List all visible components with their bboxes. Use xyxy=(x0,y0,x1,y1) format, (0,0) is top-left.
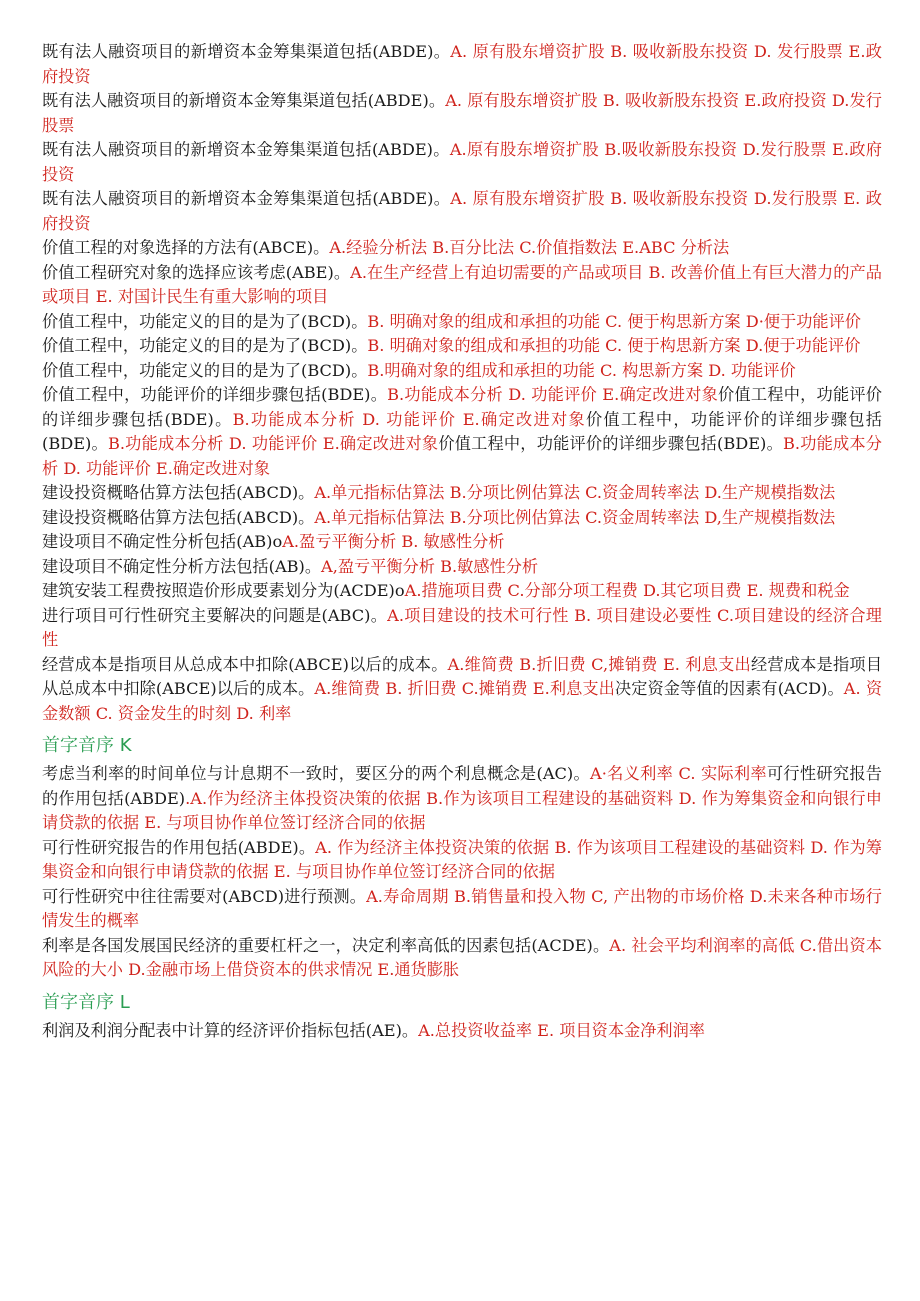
list-item xyxy=(42,653,882,727)
question-text: 价值工程中，功能评价的详细步骤包括(BDE)。 xyxy=(42,385,388,404)
list-item xyxy=(42,762,882,836)
answer-text: A.盈亏平衡分析 B. 敏感性分析 xyxy=(282,532,505,551)
list-item xyxy=(42,555,882,580)
question-text: 可行性研究中往往需要对(ABCD)进行预测。 xyxy=(42,886,367,906)
answer-text: A.维简费 B. 折旧费 C.摊销费 E.利息支出 xyxy=(314,679,615,698)
answer-text: A. 作为经济主体投资决策的依据 B. 作为该项目工程建设的基础资料 D. 作为筹集资金和向银行申请贷款的依据 E. 与项目协作单位签订经济合同的依据 xyxy=(42,837,882,881)
question-text: 价值工程中，功能定义的目的是为了(BCD)。 xyxy=(42,311,368,331)
question-text: 建设项目不确定性分析包括(AB)o xyxy=(42,532,283,551)
list-item xyxy=(42,885,882,934)
list-item xyxy=(42,40,882,89)
question-text: 建设投资概略估算方法包括(ABCD)。 xyxy=(42,483,315,502)
list-item xyxy=(42,604,882,653)
question-text: 价值工程中，功能评价的详细步骤包括(BDE)。 xyxy=(438,434,783,453)
answer-text: B. 明确对象的组成和承担的功能 C. 便于构思新方案 D·便于功能评价 xyxy=(367,311,861,331)
answer-text: A.项目建设的技术可行性 B. 项目建设必要性 C.项目建设的经济合理性 xyxy=(42,605,882,649)
list-item xyxy=(42,579,882,604)
answer-text: A.措施项目费 C.分部分项工程费 D.其它项目费 E. 规费和税金 xyxy=(404,581,850,600)
answer-text: A.经验分析法 B.百分比法 C.价值指数法 E.ABC 分析法 xyxy=(329,238,730,257)
question-text: 价值工程中，功能定义的目的是为了(BCD)。 xyxy=(42,360,368,380)
answer-text: A.总投资收益率 E. 项目资本金净利润率 xyxy=(418,1020,705,1040)
list-item xyxy=(42,383,882,481)
question-text: 考虑当利率的时间单位与计息期不一致时，要区分的两个利息概念是(AC)。 xyxy=(42,764,591,783)
question-text: 进行项目可行性研究主要解决的问题是(ABC)。 xyxy=(42,605,388,625)
list-item xyxy=(42,261,882,310)
question-text: 价值工程中，功能评价的详细步骤包括(BDE)。 xyxy=(42,409,882,453)
answer-text: A. 原有股东增资扩股 B. 吸收新股东投资 E.政府投资 D.发行股票 xyxy=(42,91,882,135)
question-text: 经营成本是指项目从总成本中扣除(ABCE)以后的成本。 xyxy=(42,654,448,674)
question-text: 建设投资概略估算方法包括(ABCD)。 xyxy=(42,507,315,527)
list-item xyxy=(42,506,882,531)
answer-text: A,盈亏平衡分析 B.敏感性分析 xyxy=(321,556,539,576)
list-item xyxy=(42,359,882,384)
list-item xyxy=(42,1019,882,1044)
answer-text: B.明确对象的组成和承担的功能 C. 构思新方案 D. 功能评价 xyxy=(367,360,796,380)
question-text: 可行性研究报告的作用包括(ABDE)。 xyxy=(42,837,316,857)
question-text: 经营成本是指项目从总成本中扣除(ABCE)以后的成本。 xyxy=(42,654,883,698)
answer-text: A. 原有股东增资扩股 B. 吸收新股东投资 D.发行股票 E. 政府投资 xyxy=(42,189,882,233)
answer-text: A.单元指标估算法 B.分项比例估算法 C.资金周转率法 D,生产规模指数法 xyxy=(314,507,836,527)
question-text: 建设项目不确定性分析方法包括(AB)。 xyxy=(42,556,322,576)
answer-text: B.功能成本分析 D. 功能评价 E.确定改进对象 xyxy=(42,434,882,478)
list-item xyxy=(42,481,882,506)
list-item xyxy=(42,187,882,236)
question-text: 价值工程中，功能评价的详细步骤包括(BDE)。 xyxy=(42,385,882,429)
section-heading-k: 首字音序 K xyxy=(42,735,132,756)
answer-text: A.在生产经营上有迫切需要的产品或项目 B. 改善价值上有巨大潜力的产品或项目 E. 对国计民生有重大影响的项目 xyxy=(42,262,882,306)
answer-text: A.寿命周期 B.销售量和投入物 C, 产出物的市场价格 D.未来各种市场行情发生的概率 xyxy=(42,886,882,930)
list-item xyxy=(42,334,882,359)
answer-text: B.功能成本分析 D. 功能评价 E.确定改进对象 xyxy=(232,409,586,429)
answer-text: .A.作为经济主体投资决策的依据 B.作为该项目工程建设的基础资料 D. 作为筹集资金和向银行申请贷款的依据 E. 与项目协作单位签订经济合同的依据 xyxy=(42,788,882,832)
question-text: 价值工程中，功能定义的目的是为了(BCD)。 xyxy=(42,336,368,355)
list-item xyxy=(42,934,882,983)
answer-text: A. 资金数额 C. 资金发生的时刻 D. 利率 xyxy=(42,679,883,723)
list-item xyxy=(42,89,882,138)
answer-text: B.功能成本分析 D. 功能评价 E.确定改进对象 xyxy=(107,434,439,453)
answer-text: A. 社会平均利润率的高低 C.借出资本风险的大小 D.金融市场上借贷资本的供求情况 E.通货膨胀 xyxy=(42,935,882,979)
list-item xyxy=(42,310,882,335)
answer-text: A. 原有股东增资扩股 B. 吸收新股东投资 D. 发行股票 E.政府投资 xyxy=(42,42,882,86)
answer-text: B.功能成本分析 D. 功能评价 E.确定改进对象 xyxy=(387,385,719,404)
question-text: 利率是各国发展国民经济的重要杠杆之一，决定利率高低的因素包括(ACDE)。 xyxy=(42,935,610,955)
answer-text: A.单元指标估算法 B.分项比例估算法 C.资金周转率法 D.生产规模指数法 xyxy=(314,483,836,502)
section-heading-l: 首字音序 L xyxy=(42,991,130,1013)
list-item xyxy=(42,138,882,187)
question-text: 既有法人融资项目的新增资本金筹集渠道包括(ABDE)。 xyxy=(42,42,451,61)
question-text: 既有法人融资项目的新增资本金筹集渠道包括(ABDE)。 xyxy=(42,91,446,110)
question-text: 可行性研究报告的作用包括(ABDE) xyxy=(42,764,882,808)
list-item xyxy=(42,530,882,555)
question-text: 决定资金等值的因素有(ACD)。 xyxy=(614,679,844,698)
list-item xyxy=(42,236,882,261)
question-text: 既有法人融资项目的新增资本金筹集渠道包括(ABDE)。 xyxy=(42,140,450,159)
question-text: 利润及利润分配表中计算的经济评价指标包括(AE)。 xyxy=(42,1020,419,1040)
question-text: 价值工程研究对象的选择应该考虑(ABE)。 xyxy=(42,262,351,282)
answer-text: A.维简费 B.折旧费 C,摊销费 E. 利息支出 xyxy=(447,654,751,674)
answer-text: A.原有股东增资扩股 B.吸收新股东投资 D.发行股票 E.政府投资 xyxy=(42,140,882,184)
question-text: 既有法人融资项目的新增资本金筹集渠道包括(ABDE)。 xyxy=(42,189,451,208)
document-page xyxy=(42,40,882,1043)
question-text: 价值工程的对象选择的方法有(ABCE)。 xyxy=(42,238,330,257)
question-text: 建筑安装工程费按照造价形成要素划分为(ACDE)o xyxy=(42,581,405,600)
answer-text: B. 明确对象的组成和承担的功能 C. 便于构思新方案 D.便于功能评价 xyxy=(367,336,861,355)
answer-text: A·名义利率 C. 实际利率 xyxy=(590,764,767,783)
list-item xyxy=(42,836,882,885)
